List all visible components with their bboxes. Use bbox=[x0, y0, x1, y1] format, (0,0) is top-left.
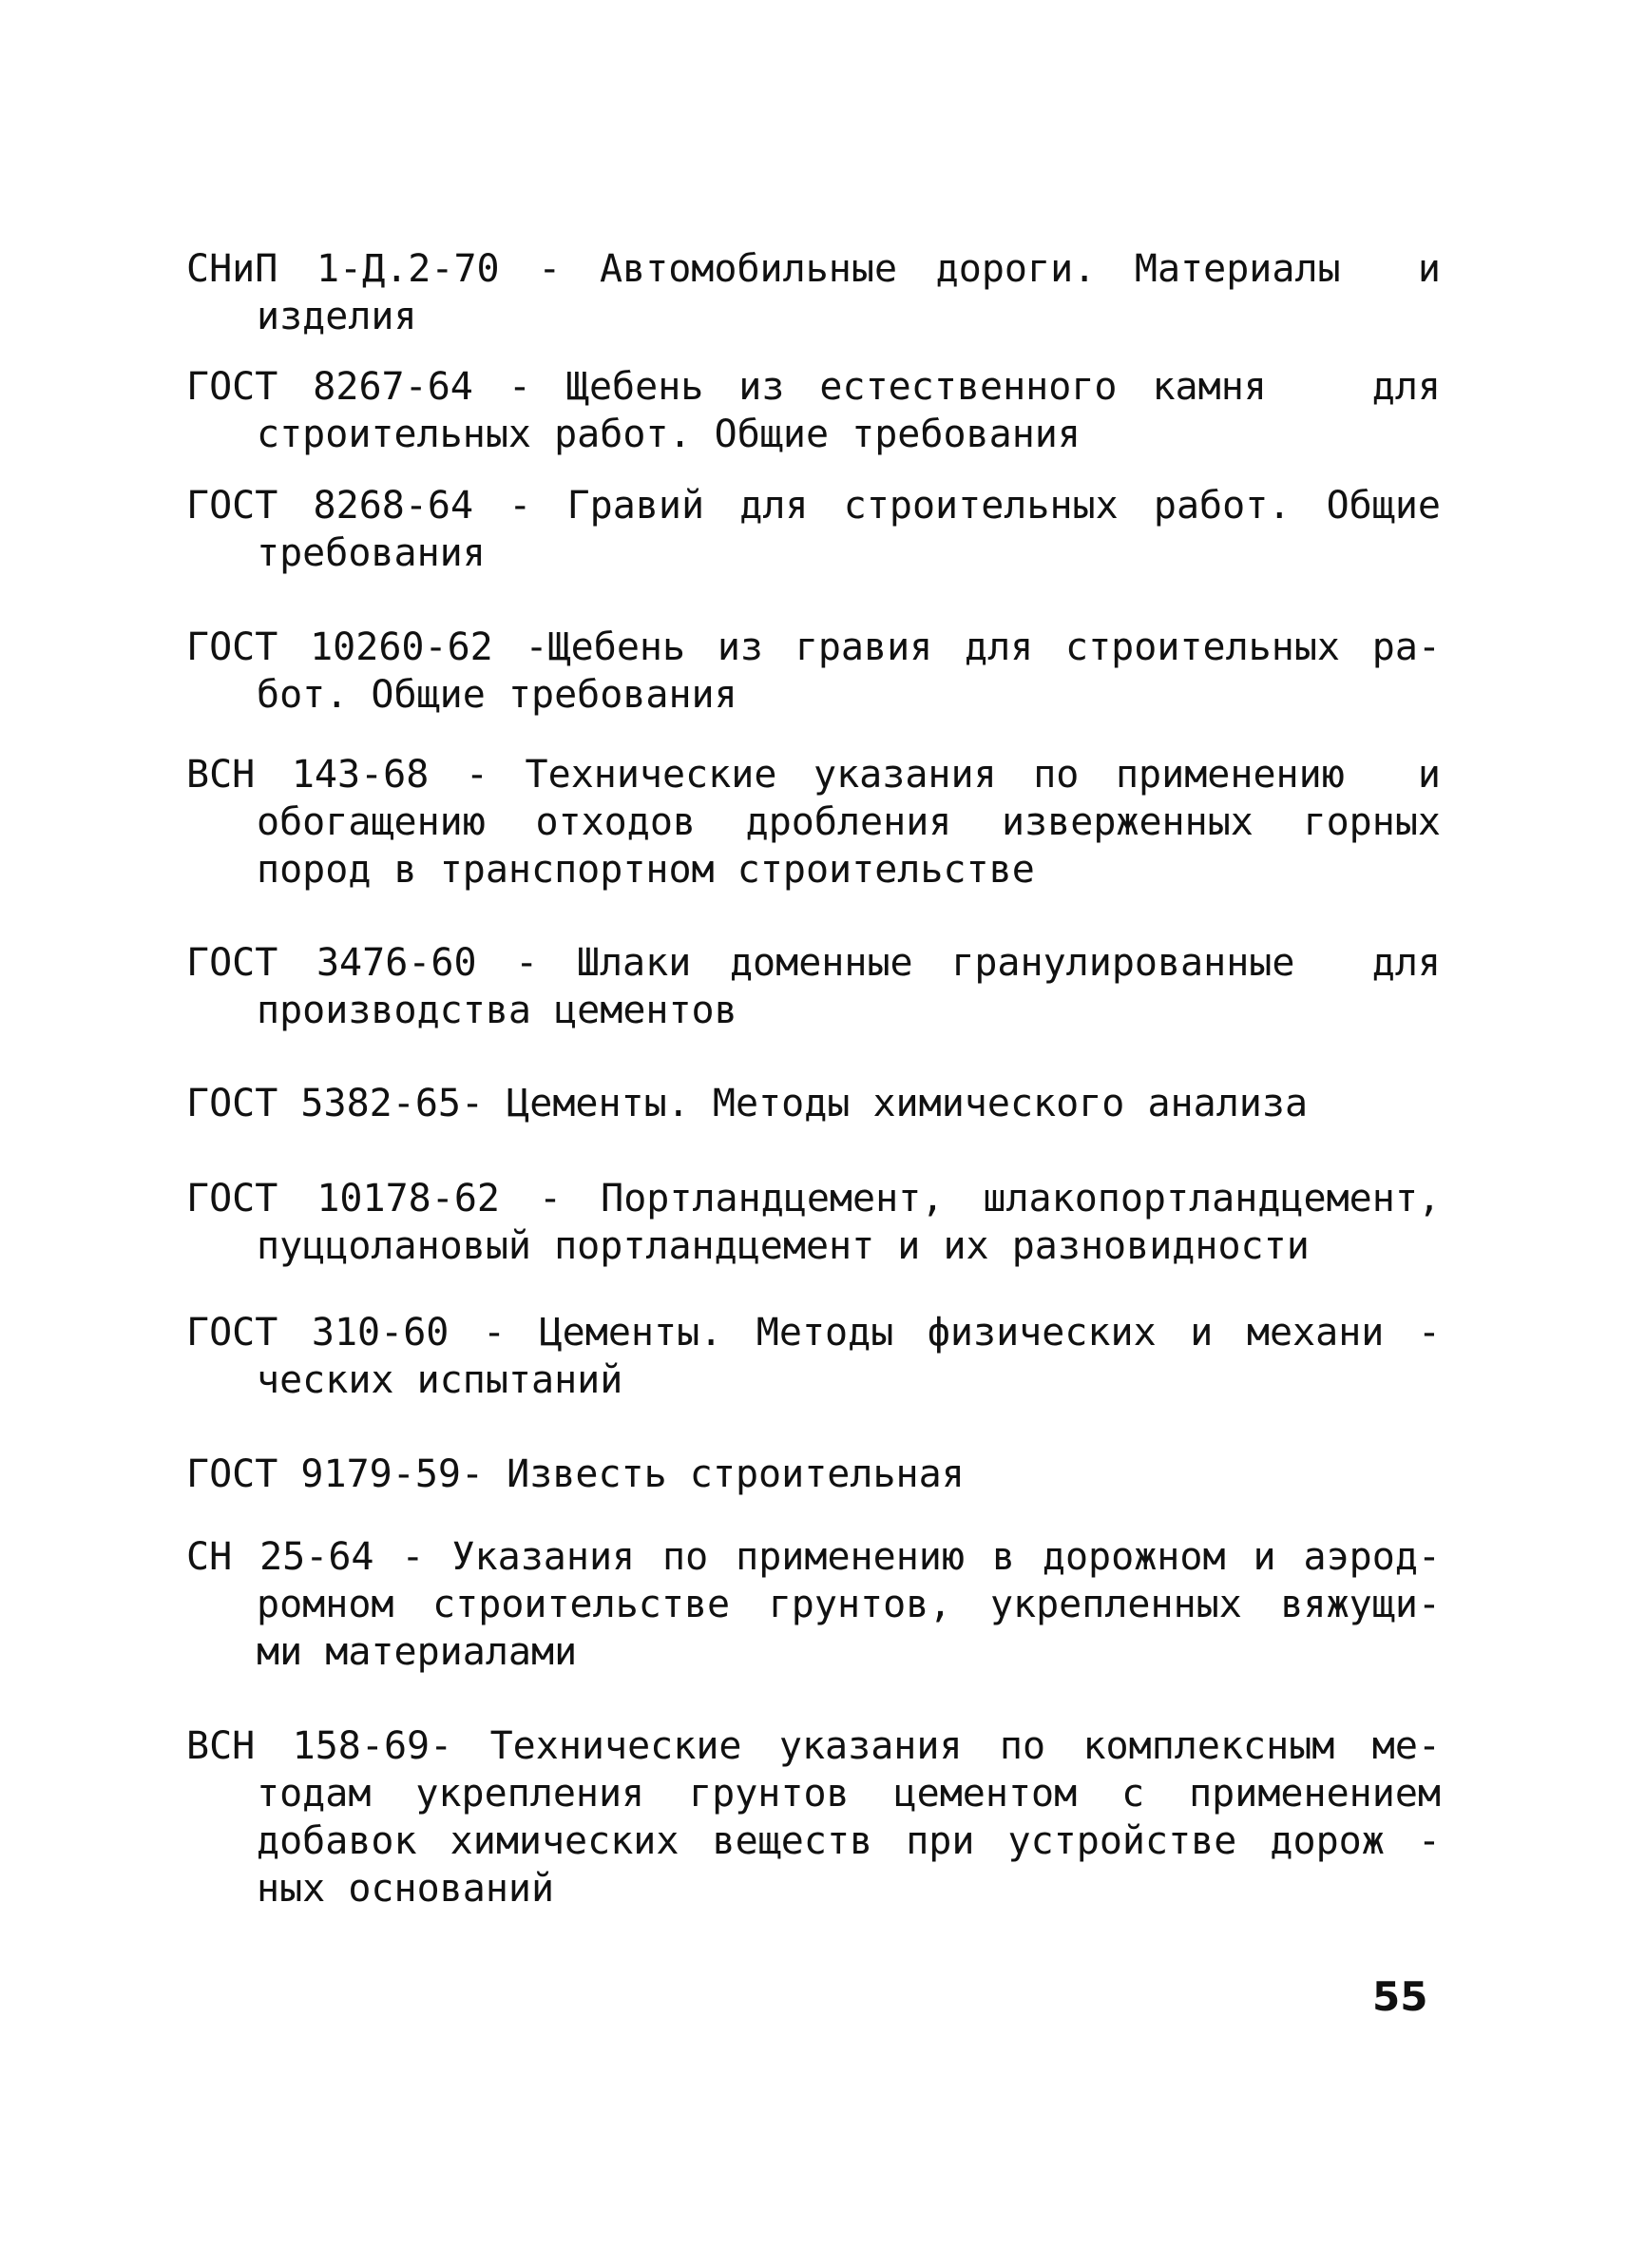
entry-line: строительных работ. Общие требования bbox=[257, 413, 1081, 456]
entry-line: ромном строительстве грунтов, укрепленных вяжущи- bbox=[257, 1583, 1441, 1626]
entry-line: требования bbox=[257, 531, 486, 575]
entry-line: СНиП 1-Д.2-70 - Автомобильные дороги. Материалы и bbox=[186, 247, 1441, 291]
entry-line: изделия bbox=[257, 295, 417, 338]
entry-line: ми материалами bbox=[257, 1630, 578, 1674]
entry-line: ВСН 143-68 - Технические указания по применению и bbox=[186, 753, 1441, 797]
entry-line: добавок химических веществ при устройстве дорож - bbox=[257, 1819, 1441, 1863]
entry-line: ГОСТ 9179-59- Известь строительная bbox=[186, 1452, 965, 1496]
reference-entry-gost-10178-62 bbox=[186, 1175, 1441, 1270]
entry-line: СН 25-64 - Указания по применению в дорожном и аэрод- bbox=[186, 1535, 1441, 1579]
entry-line: пород в транспортном строительстве bbox=[257, 848, 1035, 892]
entry-line: тодам укрепления грунтов цементом с применением bbox=[257, 1772, 1441, 1816]
reference-entry-gost-5382-65 bbox=[186, 1080, 1441, 1127]
reference-entry-gost-9179-59 bbox=[186, 1451, 1441, 1498]
entry-line: ГОСТ 10178-62 - Портландцемент, шлакопортландцемент, bbox=[186, 1177, 1441, 1220]
reference-entry-gost-310-60 bbox=[186, 1309, 1441, 1404]
entry-line: бот. Общие требования bbox=[257, 673, 737, 717]
reference-entry-gost-8268-64 bbox=[186, 482, 1441, 577]
reference-entry-sn-25-64 bbox=[186, 1533, 1441, 1676]
reference-entry-vsn-143-68 bbox=[186, 751, 1441, 894]
reference-entry-gost-3476-60 bbox=[186, 939, 1441, 1034]
entry-line: ГОСТ 8267-64 - Щебень из естественного камня для bbox=[186, 365, 1441, 409]
reference-entry-vsn-158-69 bbox=[186, 1722, 1441, 1912]
entry-line: обогащению отходов дробления изверженных горных bbox=[257, 800, 1441, 844]
entry-line: производства цементов bbox=[257, 989, 737, 1032]
entry-line: ГОСТ 3476-60 - Шлаки доменные гранулированные для bbox=[186, 941, 1441, 985]
entry-line: ных оснований bbox=[257, 1867, 555, 1911]
reference-entry-gost-10260-62 bbox=[186, 624, 1441, 719]
reference-entry-gost-8267-64 bbox=[186, 363, 1441, 458]
entry-line: ГОСТ 8268-64 - Гравий для строительных работ. Общие bbox=[186, 484, 1441, 528]
entry-line: ГОСТ 5382-65- Цементы. Методы химического анализа bbox=[186, 1082, 1309, 1125]
entry-line: ческих испытаний bbox=[257, 1358, 623, 1402]
reference-entry-snip-1-d2-70 bbox=[186, 245, 1441, 340]
entry-line: ВСН 158-69- Технические указания по комплексным ме- bbox=[186, 1724, 1441, 1768]
entry-line: ГОСТ 310-60 - Цементы. Методы физических и механи - bbox=[186, 1311, 1441, 1355]
entry-line: пуццолановый портландцемент и их разновидности bbox=[257, 1224, 1310, 1268]
entry-line: ГОСТ 10260-62 -Щебень из гравия для строительных ра- bbox=[186, 625, 1441, 669]
page-number: 55 bbox=[1372, 1973, 1428, 2020]
